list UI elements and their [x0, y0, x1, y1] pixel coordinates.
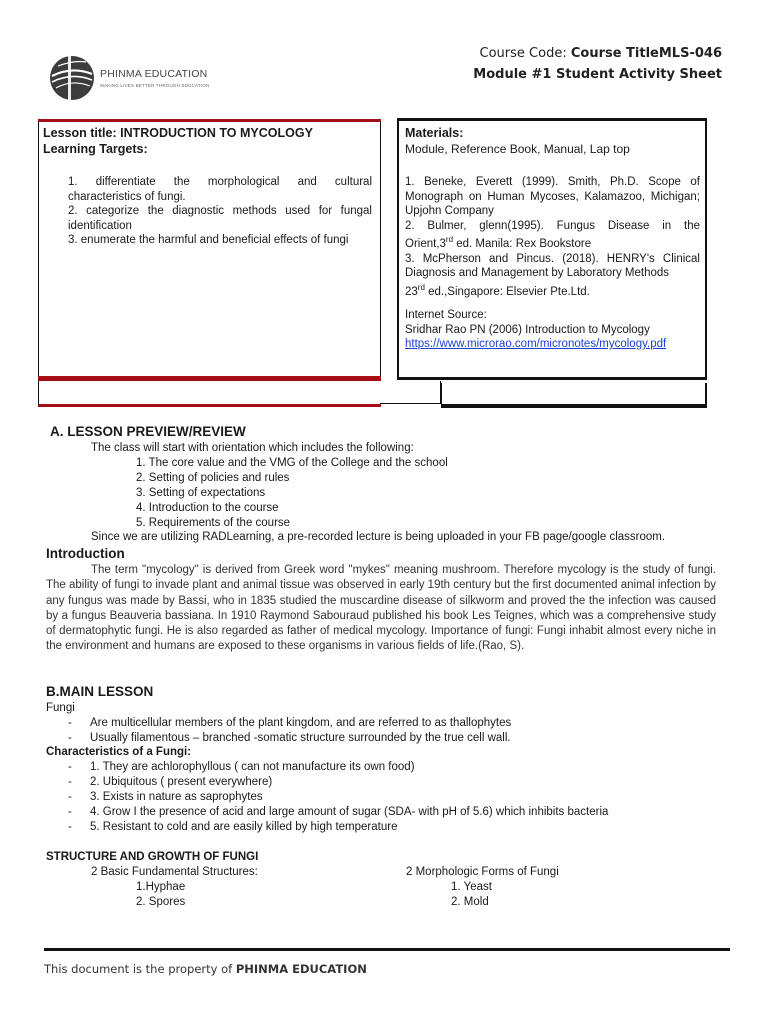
orientation-item: 5. Requirements of the course: [136, 517, 291, 529]
learning-targets-title: Learning Targets:: [43, 141, 148, 156]
logo-wordmark: PHINMA EDUCATION: [100, 68, 208, 80]
reference-item: 3. McPherson and Pincus. (2018). HENRY's Clinical Diagnosis and Management by Laboratory Methods 23rd ed.,Singapore: Elsevier Pte.Ltd.: [405, 252, 700, 298]
radlearning-note: Since we are utilizing RADLearning, a pre-recorded lecture is being uploaded in your FB page/google classroom.: [91, 531, 666, 543]
materials-title: Materials:: [405, 126, 464, 140]
module-title: Module #1 Student Activity Sheet: [473, 67, 722, 82]
orientation-item: 2. Setting of policies and rules: [136, 472, 290, 484]
introduction-paragraph: The term "mycology" is derived from Greek word "mykes" meaning mushroom. Therefore mycology is the study of fungi. The ability of fungi to invade plant and animal tissue was observed in early 19th century but the first documented animal infection by any fungus was made by Bassi, who in 1835 studied the muscardine disease of silkworm and proved the the infection was caused by a fungus Beauveria bassiana. In 1910 Raymond Sabouraud published his book Les Teignes, which was a comprehensive study of dermatophytic fungi. He is also regarded as father of medical mycology. Importance of fungi: Fungi inhabit almost every niche in the environment and humans are exposed to these organisms in various fields of life.(Rao, S).: [46, 564, 716, 653]
characteristics-list: [46, 760, 608, 835]
section-b-title: B.MAIN LESSON: [46, 684, 154, 699]
form-item: 2. Mold: [451, 896, 489, 908]
footer-note: [44, 962, 367, 976]
course-code-line: [480, 46, 722, 61]
internet-source: [405, 308, 700, 352]
learning-target-item: 3. enumerate the harmful and beneficial effects of fungi: [68, 234, 349, 247]
characteristic-item: - 1. They are achlorophyllous ( can not manufacture its own food): [46, 760, 608, 775]
footer-rule: [44, 948, 730, 951]
lesson-box: [38, 122, 381, 376]
phinma-logo: [48, 52, 218, 104]
materials-box-footer-row: [441, 383, 707, 408]
orientation-item: 3. Setting of expectations: [136, 487, 266, 499]
references-list: [405, 175, 700, 299]
introduction-heading: Introduction: [46, 546, 125, 561]
structure-item: 2. Spores: [136, 896, 186, 908]
characteristic-item: - 2. Ubiquitous ( present everywhere): [46, 775, 608, 790]
course-code-label: Course Code:: [479, 46, 571, 61]
structures-heading: 2 Basic Fundamental Structures:: [91, 866, 258, 878]
characteristic-item: - 4. Grow I the presence of acid and large amount of sugar (SDA- with pH of 5.6) which inhibits bacteria: [46, 805, 608, 820]
logo-tagline: MAKING LIVES BETTER THROUGH EDUCATION: [100, 83, 210, 88]
orientation-list: [136, 456, 448, 531]
internet-source-title: Internet Source:: [405, 309, 487, 321]
footer-prefix: This document is the property of: [44, 962, 236, 976]
characteristic-item: - 5. Resistant to cold and are easily killed by high temperature: [46, 820, 608, 835]
fungi-points: [46, 716, 511, 746]
orientation-intro: The class will start with orientation which includes the following:: [91, 442, 414, 454]
structure-growth-title: STRUCTURE AND GROWTH OF FUNGI: [46, 851, 259, 863]
structure-item: 1.Hyphae: [136, 881, 186, 893]
characteristic-item: - 3. Exists in nature as saprophytes: [46, 790, 608, 805]
fungi-point: - Are multicellular members of the plant kingdom, and are referred to as thallophytes: [46, 716, 511, 731]
internet-source-ref: Sridhar Rao PN (2006) Introduction to Mycology: [405, 323, 650, 336]
reference-item: 2. Bulmer, glenn(1995). Fungus Disease in the Orient,3rd ed. Manila: Rex Bookstore: [405, 219, 700, 251]
fungi-label: Fungi: [46, 702, 75, 714]
reference-item: 1. Beneke, Everett (1999). Smith, Ph.D. Scope of Monograph on Human Mycoses, Kalamazoo, Michigan; Upjohn Company: [405, 176, 700, 218]
learning-target-item: 1. differentiate the morphological and cultural characteristics of fungi.: [68, 176, 372, 203]
footer-owner: PHINMA EDUCATION: [235, 962, 367, 976]
table-spacer-cell: [380, 381, 441, 404]
lesson-title: Lesson title: INTRODUCTION TO MYCOLOGY: [43, 126, 313, 140]
form-item: 1. Yeast: [451, 881, 492, 893]
learning-targets-list: [68, 175, 372, 248]
materials-box: [397, 121, 707, 380]
orientation-item: 4. Introduction to the course: [136, 502, 279, 514]
orientation-item: 1. The core value and the VMG of the College and the school: [136, 457, 448, 469]
forms-heading: 2 Morphologic Forms of Fungi: [406, 866, 559, 878]
phinma-globe-icon: [48, 52, 96, 104]
learning-target-item: 2. categorize the diagnostic methods used for fungal identification: [68, 205, 372, 232]
characteristics-title: Characteristics of a Fungi:: [46, 746, 192, 758]
materials-list: Module, Reference Book, Manual, Lap top: [405, 142, 630, 156]
lesson-box-footer-row: [38, 381, 381, 407]
course-title: Course TitleMLS-046: [570, 46, 722, 61]
mycology-pdf-link[interactable]: https://www.microrao.com/micronotes/mycology.pdf: [405, 338, 667, 351]
fungi-point: - Usually filamentous – branched -somatic structure surrounded by the true cell wall.: [46, 731, 511, 746]
section-a-title: A. LESSON PREVIEW/REVIEW: [50, 424, 246, 439]
